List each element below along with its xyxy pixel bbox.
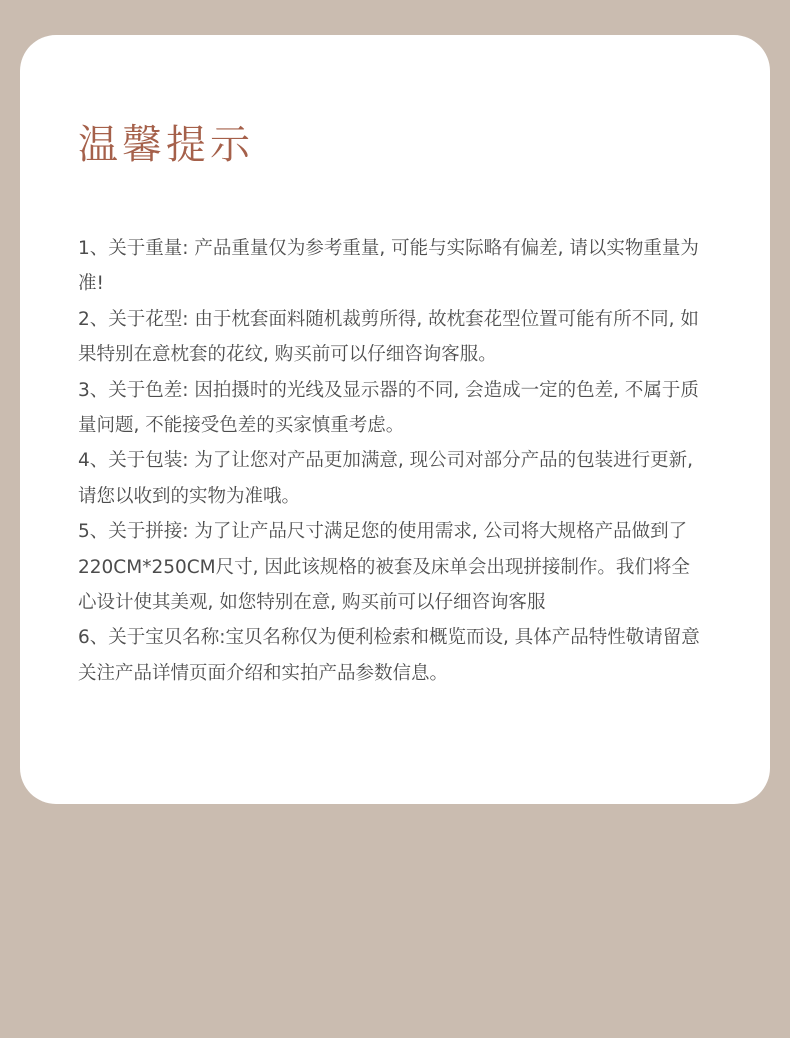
notice-title: 温馨提示 bbox=[78, 122, 254, 168]
notice-item-weight: 1、关于重量: 产品重量仅为参考重量, 可能与实际略有偏差, 请以实物重量为准! bbox=[78, 238, 699, 295]
notice-card bbox=[20, 35, 770, 804]
notice-item-packaging: 4、关于包装: 为了让您对产品更加满意, 现公司对部分产品的包装进行更新, 请您以收到的实物为准哦。 bbox=[78, 450, 694, 507]
notice-item-pattern: 2、关于花型: 由于枕套面料随机裁剪所得, 故枕套花型位置可能有所不同, 如果特别在意枕套的花纹, 购买前可以仔细咨询客服。 bbox=[78, 308, 699, 366]
notice-item-seaming: 5、关于拼接: 为了让产品尺寸满足您的使用需求, 公司将大规格产品做到了220CM*250CM尺寸, 因此该规格的被套及床单会出现拼接制作。我们将全心设计使其美观, 如您特别在意, 购买前可以仔细咨询客服 bbox=[78, 521, 690, 614]
notice-item-color-difference: 3、关于色差: 因拍摄时的光线及显示器的不同, 会造成一定的色差, 不属于质量问题, 不能接受色差的买家慎重考虑。 bbox=[78, 379, 699, 437]
notice-item-product-name: 6、关于宝贝名称:宝贝名称仅为便利检索和概览而设, 具体产品特性敬请留意关注产品详情页面介绍和实拍产品参数信息。 bbox=[78, 627, 700, 684]
notice-list bbox=[78, 231, 700, 691]
